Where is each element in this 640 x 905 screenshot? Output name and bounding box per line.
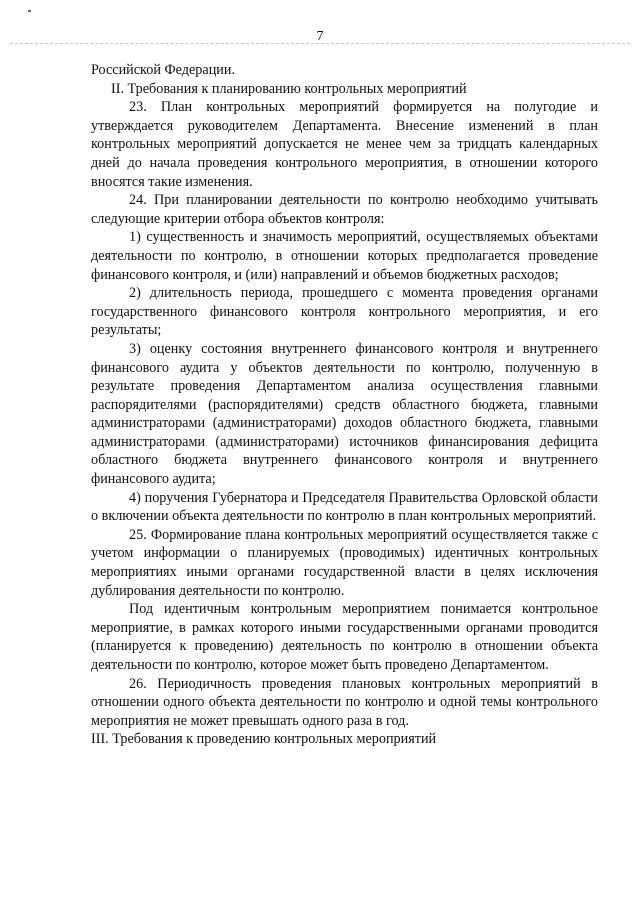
paragraph-26: 26. Периодичность проведения плановых контрольных мероприятий в отношении одного объекта деятельности по контролю и одной темы контрольного мероприятия не может превышать одного раза в год. xyxy=(91,675,598,729)
paragraph-identical-definition: Под идентичным контрольным мероприятием понимается контрольное мероприятие, в рамках которого иными государственными органами проводится (планируется к проведению) деятельность по контролю в отношении объекта деятельности по контролю, которое может быть проведено Департаментом. xyxy=(91,601,598,673)
criterion-1: 1) существенность и значимость мероприятий, осуществляемых объектами деятельности по контролю, в отношении которых предполагается проведение финансового контроля, и (или) направлений и объемов бюджетных расходов; xyxy=(91,229,598,283)
continued-text: Российской Федерации. xyxy=(91,62,236,78)
criterion-4: 4) поручения Губернатора и Председателя Правительства Орловской области о включении объекта деятельности по контролю в план контрольных мероприятий. xyxy=(91,489,598,525)
section-heading-3: III. Требования к проведению контрольных мероприятий xyxy=(91,731,437,748)
section-heading-2: II. Требования к планированию контрольных мероприятий xyxy=(111,80,467,97)
criterion-2: 2) длительность периода, прошедшего с момента проведения органами государственного финансового контроля контрольного мероприятия, и его результаты; xyxy=(91,285,598,339)
page-number: 7 xyxy=(316,29,324,44)
scan-mark xyxy=(28,10,31,12)
paragraph-23: 23. План контрольных мероприятий формируется на полугодие и утверждается руководителем Департамента. Внесение изменений в план контрольных мероприятий допускается не менее чем за тридцать календарных дней до начала проведения контрольного мероприятия, в отношении которого вносятся такие изменения. xyxy=(91,99,598,190)
paragraph-25: 25. Формирование плана контрольных мероприятий осуществляется также с учетом информации о планируемых (проводимых) идентичных контрольных мероприятиях иными органами государственной власти в целях исключения дублирования деятельности по контролю. xyxy=(91,526,598,599)
paragraph-24: 24. При планировании деятельности по контролю необходимо учитывать следующие критерии отбора объектов контроля: xyxy=(91,192,598,227)
document-body xyxy=(91,61,598,749)
criterion-3: 3) оценку состояния внутреннего финансового контроля и внутреннего финансового аудита у объектов деятельности по контролю, полученную в результате проведения Департаментом анализа осуществления главными распорядителями (распорядителями) средств областного бюджета, главными администраторами (администраторами) доходов областного бюджета, главными администраторами (администраторами) источников финансирования дефицита областного бюджета внутреннего финансового контроля и внутреннего финансового аудита; xyxy=(91,340,598,488)
